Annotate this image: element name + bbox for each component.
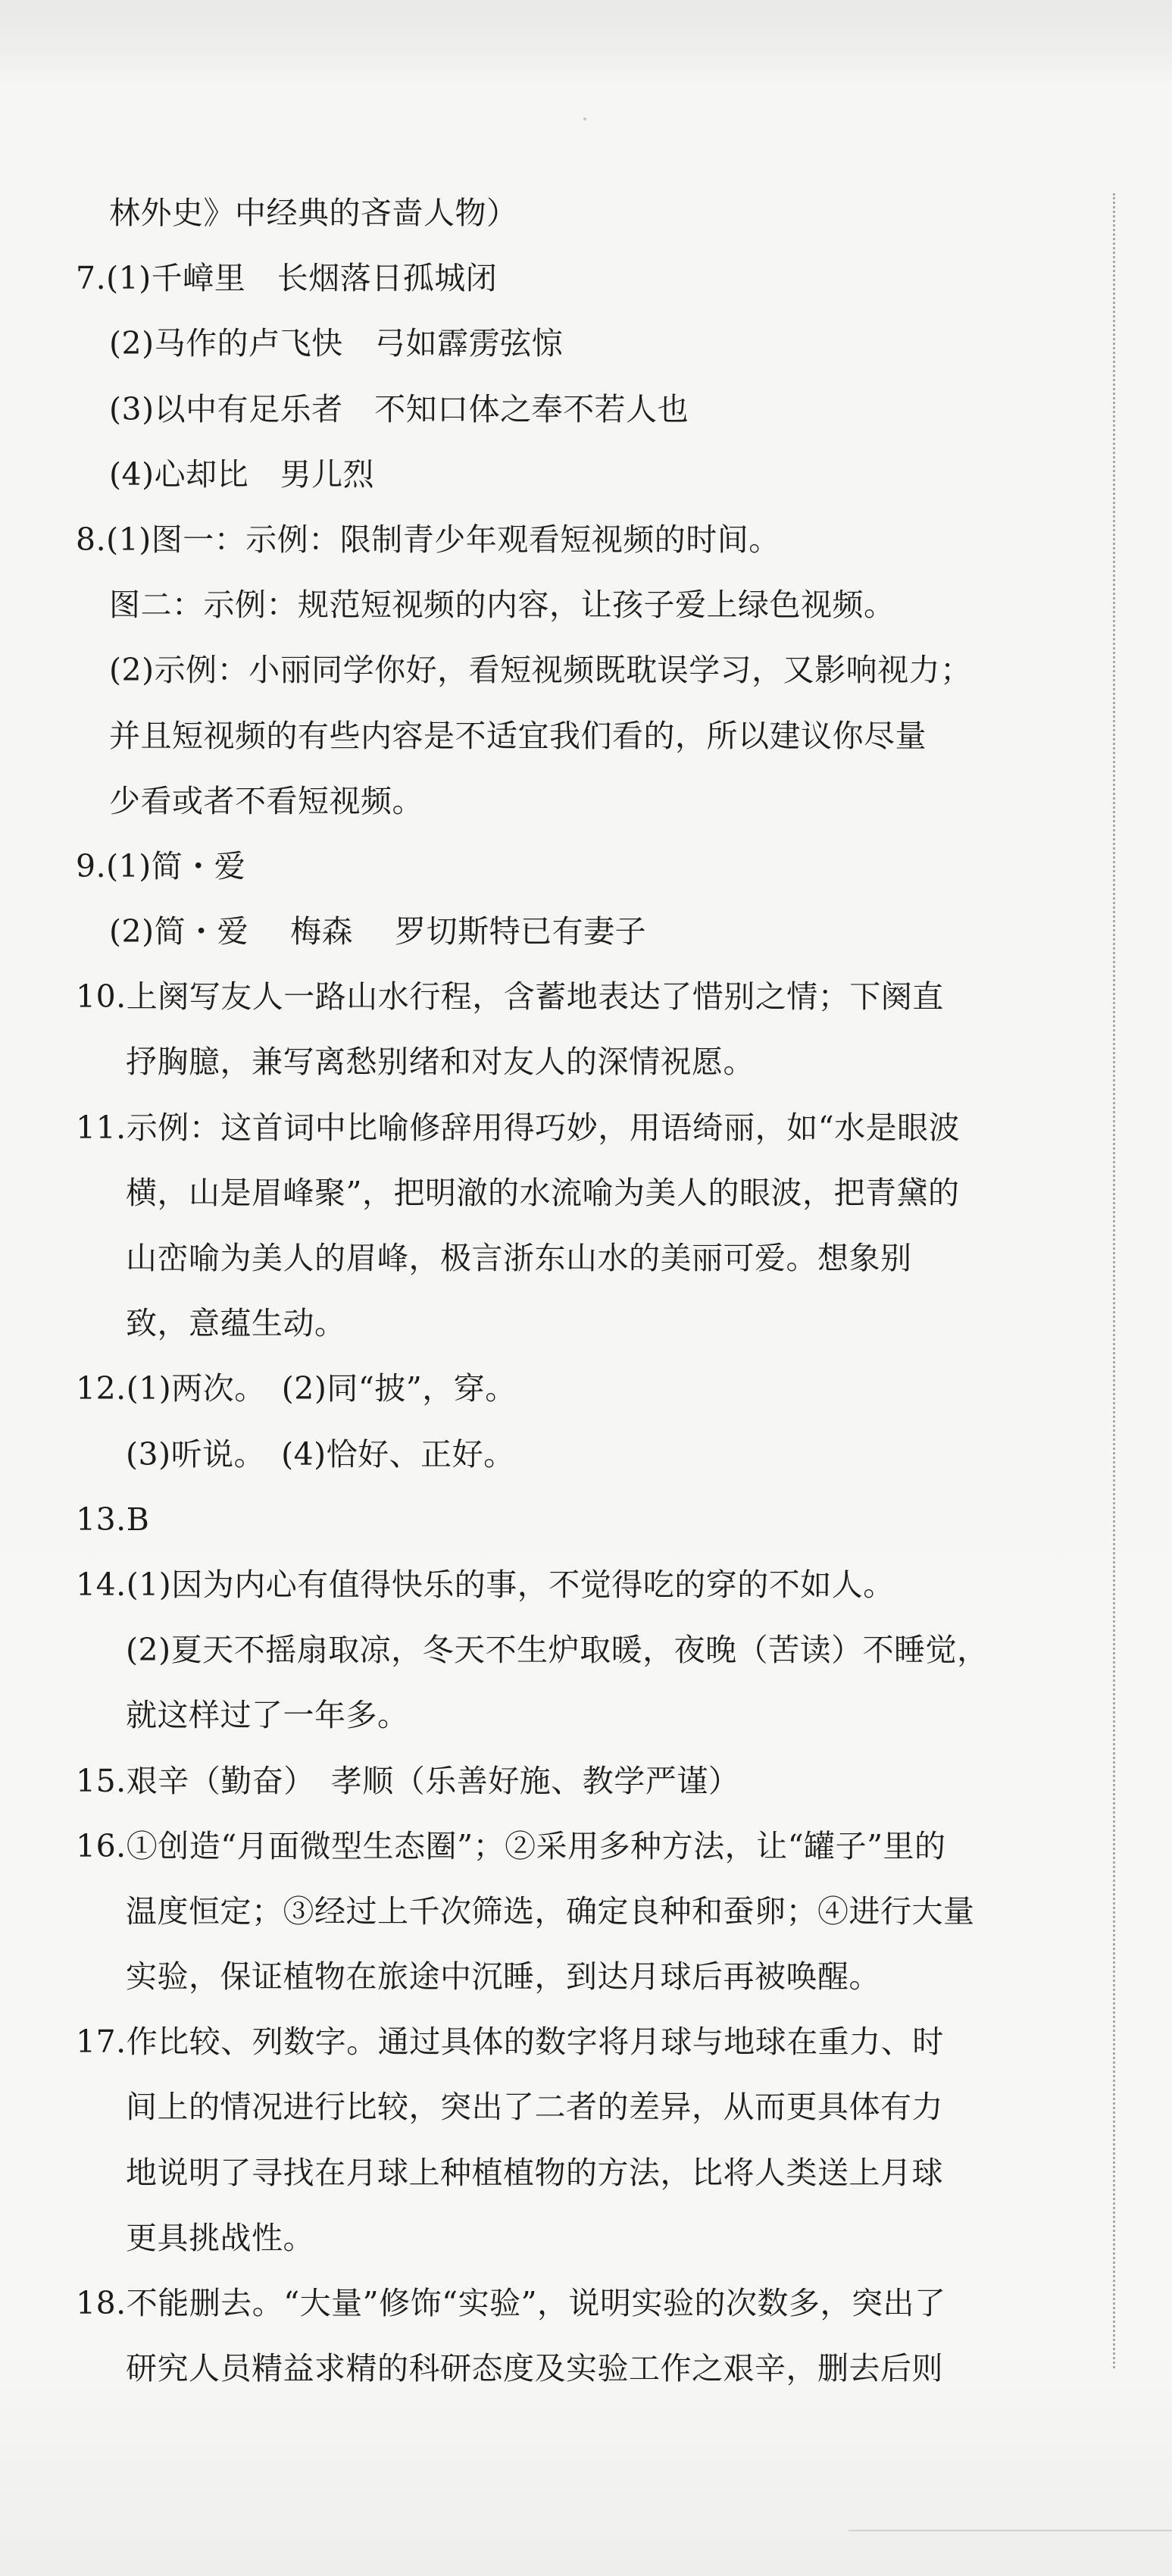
text-line: 10.上阕写友人一路山水行程，含蓄地表达了惜别之情；下阕直 — [76, 978, 944, 1016]
text-line: (2)夏天不摇扇取凉，冬天不生炉取暖，夜晚（苦读）不睡觉， — [126, 1632, 989, 1669]
scan-speck — [583, 117, 586, 121]
text-line: 横，山是眉峰聚”，把明澈的水流喻为美人的眼波，把青黛的 — [126, 1174, 960, 1211]
text-line: 图二：示例：规范短视频的内容，让孩子爱上绿色视频。 — [109, 587, 895, 624]
text-line: (2)马作的卢飞快 弓如霹雳弦惊 — [109, 325, 564, 362]
scan-top-shadow — [0, 0, 1172, 83]
text-line: 12.(1)两次。 (2)同“披”，穿。 — [76, 1370, 517, 1407]
text-line: 9.(1)简・爱 — [76, 847, 246, 884]
text-line: 11.示例：这首词中比喻修辞用得巧妙，用语绮丽，如“水是眼波 — [76, 1109, 961, 1146]
text-line: 少看或者不看短视频。 — [109, 782, 423, 819]
margin-dotted-rule — [1113, 193, 1115, 2368]
text-line: (4)心却比 男儿烈 — [109, 455, 375, 493]
text-line: 温度恒定；③经过上千次筛选，确定良种和蚕卵；④进行大量 — [126, 1892, 975, 1930]
text-line: 17.作比较、列数字。通过具体的数字将月球与地球在重力、时 — [76, 2024, 944, 2061]
text-line: 就这样过了一年多。 — [126, 1697, 409, 1734]
text-line: 致，意蕴生动。 — [126, 1305, 346, 1342]
text-line: (2)示例：小丽同学你好，看短视频既耽误学习，又影响视力； — [109, 652, 972, 689]
text-line: 7.(1)千嶂里 长烟落日孤城闭 — [76, 260, 498, 297]
text-line: (2)简・爱 梅森 罗切斯特已有妻子 — [109, 913, 647, 950]
text-line: 抒胸臆，兼写离愁别绪和对友人的深情祝愿。 — [126, 1044, 755, 1081]
text-line: 并且短视频的有些内容是不适宜我们看的，所以建议你尽量 — [109, 717, 927, 754]
text-line: (3)听说。 (4)恰好、正好。 — [126, 1435, 515, 1473]
text-line: 更具挑战性。 — [126, 2219, 314, 2256]
bottom-edge-rule — [849, 2530, 1172, 2531]
text-line: 间上的情况进行比较，突出了二者的差异，从而更具体有力 — [126, 2089, 943, 2126]
text-line: 研究人员精益求精的科研态度及实验工作之艰辛，删去后则 — [126, 2350, 943, 2387]
text-line: 山峦喻为美人的眉峰，极言浙东山水的美丽可爱。想象别 — [126, 1240, 912, 1276]
text-line: 15.艰辛（勤奋） 孝顺（乐善好施、教学严谨） — [76, 1762, 740, 1799]
text-line: 林外史》中经典的吝啬人物） — [109, 195, 518, 231]
answer-text-block — [76, 180, 1106, 2401]
text-line: (3)以中有足乐者 不知口体之奉不若人也 — [109, 390, 689, 427]
text-line: 8.(1)图一：示例：限制青少年观看短视频的时间。 — [76, 521, 780, 558]
text-line: 18.不能删去。“大量”修饰“实验”，说明实验的次数多，突出了 — [76, 2285, 946, 2321]
text-line: 地说明了寻找在月球上种植植物的方法，比将人类送上月球 — [126, 2154, 943, 2191]
text-line: 14.(1)因为内心有值得快乐的事，不觉得吃的穿的不如人。 — [76, 1566, 895, 1603]
text-line: 实验，保证植物在旅途中沉睡，到达月球后再被唤醒。 — [126, 1958, 880, 1995]
text-line: 13.B — [76, 1501, 150, 1538]
text-line: 16.①创造“月面微型生态圈”；②采用多种方法，让“罐子”里的 — [76, 1827, 946, 1864]
